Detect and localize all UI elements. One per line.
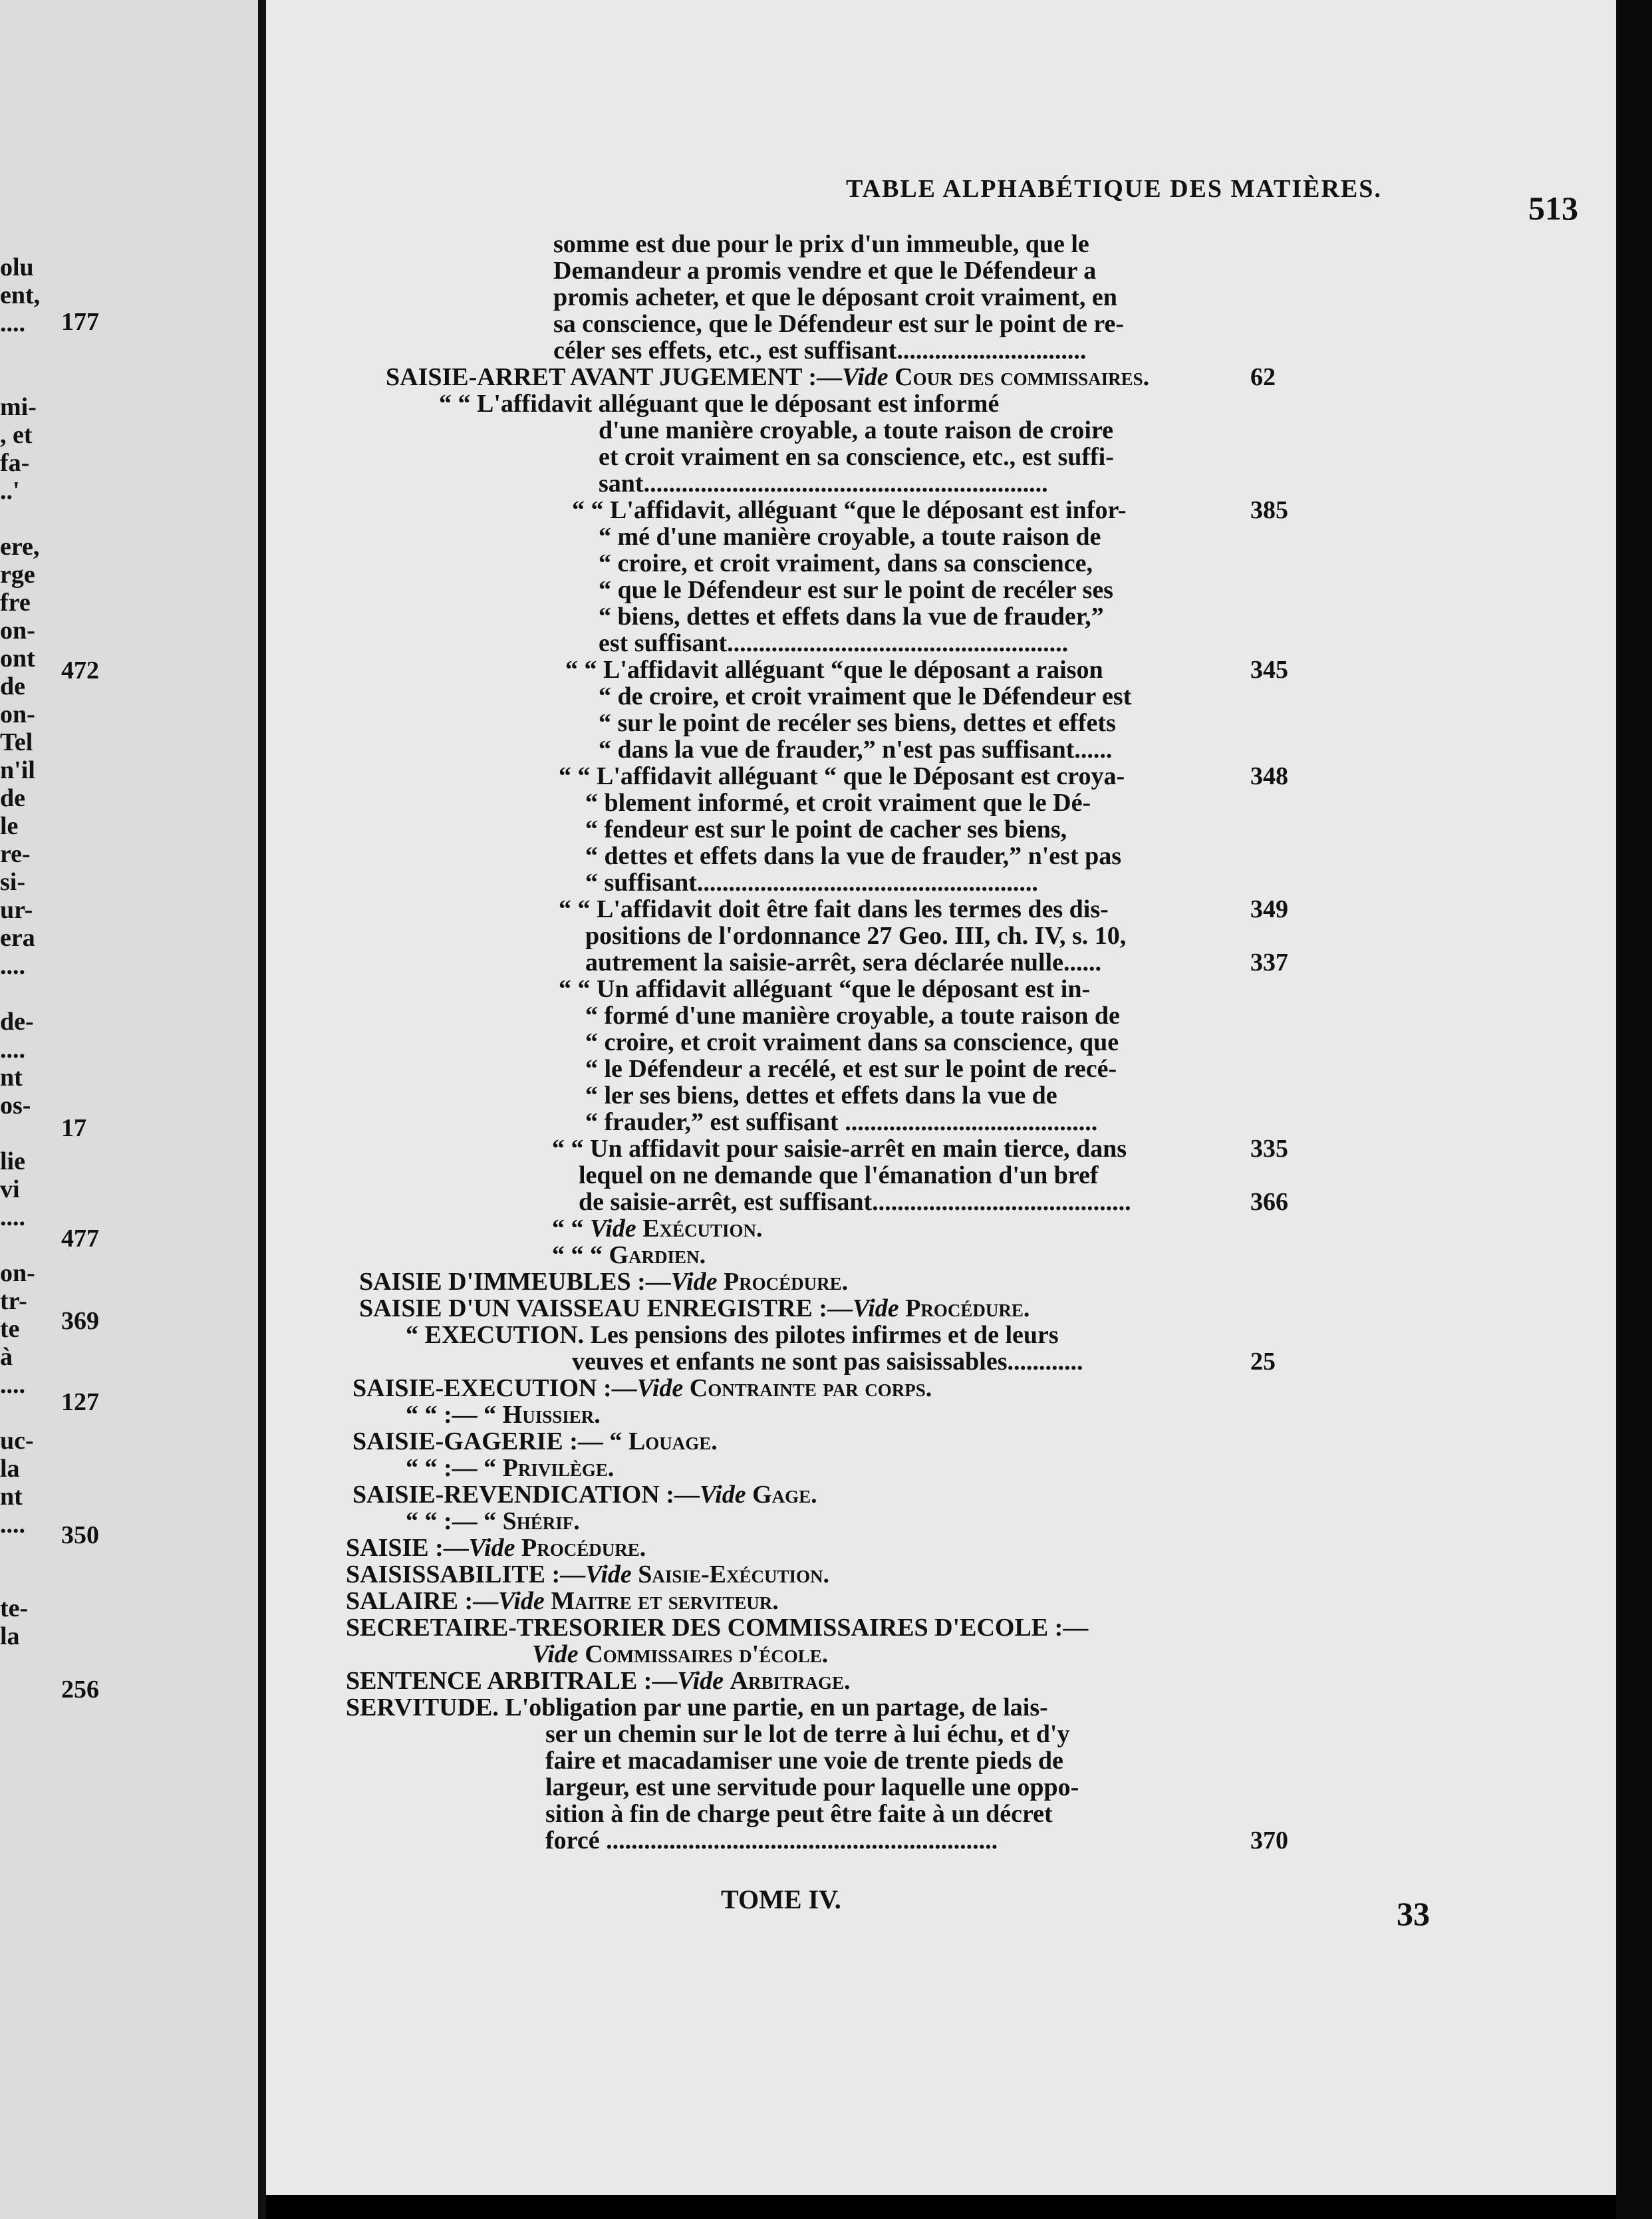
entry-text: “ frauder,” est suffisant ........................................ <box>585 1108 1098 1136</box>
left-page-fragment: la <box>0 1622 20 1650</box>
left-page-fragment: ere, <box>0 533 40 561</box>
index-entry <box>599 604 1104 629</box>
entry-text: et croit vraiment en sa conscience, etc., est suffi- <box>599 443 1114 471</box>
index-entry <box>553 311 1124 337</box>
index-entry <box>406 1402 601 1427</box>
entry-text: “ “ “ <box>552 1241 609 1269</box>
index-entry <box>565 657 1103 682</box>
entry-text: sa conscience, que le Défendeur est sur le point de re- <box>553 310 1125 338</box>
vide-label: Vide <box>699 1481 753 1509</box>
entry-page-number: 370 <box>1250 1827 1288 1854</box>
vide-label: Vide <box>670 1268 724 1296</box>
index-entry <box>585 870 1038 895</box>
index-entry <box>346 1668 851 1694</box>
index-entry <box>352 1376 932 1401</box>
entry-text: “ EXECUTION. Les pensions des pilotes infirmes et de leurs <box>406 1321 1059 1349</box>
index-entry <box>585 1056 1117 1082</box>
index-entry <box>585 817 1067 842</box>
entry-text: SAISIE-GAGERIE :— “ <box>352 1427 628 1455</box>
left-page-fragment: tr- <box>0 1287 27 1315</box>
index-entry <box>585 1003 1120 1028</box>
left-page-fragment: ent, <box>0 281 41 309</box>
left-page-fragment: .... <box>0 1203 25 1231</box>
left-page-fragment: la <box>0 1455 20 1483</box>
entry-page-number: 335 <box>1250 1135 1288 1163</box>
cross-reference: Procédure. <box>521 1534 646 1562</box>
cross-reference: Commissaires d'école. <box>585 1640 829 1668</box>
index-entry <box>346 1588 779 1614</box>
entry-text: SAISIE D'IMMEUBLES :— <box>359 1268 671 1296</box>
entry-text: largeur, est une servitude pour laquelle une oppo- <box>545 1773 1079 1801</box>
entry-text: promis acheter, et que le déposant croit vraiment, en <box>553 283 1117 311</box>
entry-text: faire et macadamiser une voie de trente pieds de <box>545 1747 1063 1775</box>
index-entry <box>599 551 1093 576</box>
cross-reference: Arbitrage. <box>730 1667 851 1695</box>
entry-text: Demandeur a promis vendre et que le Défendeur a <box>553 257 1097 285</box>
index-entry <box>406 1322 1059 1348</box>
index-entry <box>599 684 1131 709</box>
index-entry <box>545 1828 998 1853</box>
entry-text: “ formé d'une manière croyable, a toute raison de <box>585 1002 1120 1030</box>
entry-text: “ “ :— “ <box>406 1401 503 1429</box>
entry-page-number: 348 <box>1250 762 1288 790</box>
index-entry <box>553 258 1096 283</box>
index-entry <box>585 843 1121 869</box>
entry-text: est suffisant...................................................... <box>599 629 1069 657</box>
entry-text: “ mé d'une manière croyable, a toute raison de <box>599 523 1101 551</box>
entry-text: “ “ :— “ <box>406 1454 503 1482</box>
index-entry <box>346 1615 1088 1640</box>
entry-text: “ “ Un affidavit pour saisie-arrêt en main tierce, dans <box>552 1135 1127 1163</box>
index-entry <box>346 1562 829 1587</box>
left-page-fragment: te- <box>0 1594 29 1622</box>
left-page-fragment: on- <box>0 700 35 728</box>
left-page-fragment: .... <box>0 1511 25 1539</box>
left-page-number: 127 <box>61 1388 99 1416</box>
footer-signature: 33 <box>1397 1895 1430 1932</box>
entry-text: “ ler ses biens, dettes et effets dans la vue de <box>585 1082 1057 1110</box>
left-page-fragment: à <box>0 1343 13 1371</box>
index-entry <box>579 1163 1099 1188</box>
index-entry <box>585 923 1126 949</box>
page-number: 513 <box>1528 190 1578 227</box>
cross-reference: Contrainte par corps. <box>689 1374 932 1402</box>
entry-text: “ blement informé, et croit vraiment que le Dé- <box>585 789 1091 817</box>
entry-text: SAISIE-EXECUTION :— <box>352 1374 637 1402</box>
entry-text: SECRETAIRE-TRESORIER DES COMMISSAIRES D'ECOLE :— <box>346 1614 1089 1642</box>
cross-reference: Exécution. <box>642 1215 763 1243</box>
left-page-fragment: .... <box>0 309 25 337</box>
left-page-fragment: .... <box>0 1371 25 1399</box>
index-entry <box>553 231 1089 257</box>
entry-page-number: 345 <box>1250 656 1288 684</box>
entry-text: positions de l'ordonnance 27 Geo. III, ch. IV, s. 10, <box>585 922 1127 950</box>
index-entry <box>406 1455 614 1481</box>
entry-page-number: 25 <box>1250 1348 1276 1376</box>
entry-text: SAISIE :— <box>346 1534 469 1562</box>
left-page-fragment: le <box>0 812 19 840</box>
index-entry <box>599 577 1113 603</box>
left-page-fragment: nt <box>0 1483 23 1511</box>
index-entry <box>545 1775 1079 1800</box>
index-entry <box>599 737 1112 762</box>
entry-text: SAISIE-ARRET AVANT JUGEMENT :— <box>386 363 842 391</box>
vide-label: Vide <box>841 363 895 391</box>
index-entry <box>545 1721 1069 1747</box>
left-page-fragment: si- <box>0 868 25 896</box>
index-entry <box>599 444 1114 470</box>
entry-text: somme est due pour le prix d'un immeuble, que le <box>553 230 1089 258</box>
entry-text: “ dans la vue de frauder,” n'est pas suffisant...... <box>599 736 1113 764</box>
index-entry <box>545 1748 1063 1773</box>
index-entry <box>559 976 1090 1002</box>
left-page-fragment: .... <box>0 952 25 980</box>
entry-text: ser un chemin sur le lot de terre à lui échu, et d'y <box>545 1720 1070 1748</box>
page-gutter <box>258 0 266 2219</box>
entry-text: “ le Défendeur a recélé, et est sur le point de recé- <box>585 1055 1117 1083</box>
vide-label: Vide <box>636 1374 690 1402</box>
index-entry <box>545 1801 1053 1827</box>
entry-page-number: 349 <box>1250 895 1288 923</box>
vide-label: Vide <box>498 1587 551 1615</box>
index-entry <box>599 631 1068 656</box>
index-entry <box>386 365 1149 390</box>
cross-reference: Gardien. <box>609 1241 706 1269</box>
left-page-number: 472 <box>61 657 99 684</box>
entry-text: “ “ :— “ <box>406 1507 503 1535</box>
entry-text: “ croire, et croit vraiment dans sa conscience, que <box>585 1028 1119 1056</box>
entry-text: céler ses effets, etc., est suffisant.............................. <box>553 337 1087 365</box>
vide-label: Vide <box>590 1215 643 1243</box>
index-entry <box>599 418 1113 443</box>
entry-text: forcé .............................................................. <box>545 1827 998 1854</box>
entry-text: SERVITUDE. L'obligation par une partie, en un partage, de lais- <box>346 1694 1048 1721</box>
entry-text: “ fendeur est sur le point de cacher ses biens, <box>585 815 1067 843</box>
index-entry <box>579 1189 1131 1215</box>
index-entry <box>559 897 1109 922</box>
entry-text: SAISIE D'UN VAISSEAU ENREGISTRE :— <box>359 1294 853 1322</box>
left-page-fragment: olu <box>0 253 34 281</box>
index-entry <box>552 1243 706 1268</box>
index-entry <box>553 285 1117 310</box>
entry-text: “ “ <box>552 1215 590 1243</box>
entry-text: “ “ L'affidavit alléguant “que le déposant a raison <box>565 656 1103 684</box>
left-page-number: 350 <box>61 1521 99 1549</box>
entry-text: “ “ Un affidavit alléguant “que le déposant est in- <box>559 975 1091 1003</box>
entry-page-number: 385 <box>1250 496 1288 524</box>
entry-text: “ biens, dettes et effets dans la vue de frauder,” <box>599 603 1104 631</box>
index-entry <box>585 1083 1057 1108</box>
left-page-fragment: era <box>0 924 35 952</box>
vide-label: Vide <box>468 1534 521 1562</box>
entry-text: sition à fin de charge peut être faite à un décret <box>545 1800 1053 1828</box>
entry-text: SAISIE-REVENDICATION :— <box>352 1481 700 1509</box>
entry-text: “ de croire, et croit vraiment que le Défendeur est <box>599 682 1132 710</box>
entry-text: SAISISSABILITE :— <box>346 1560 586 1588</box>
entry-text: d'une manière croyable, a toute raison de croire <box>599 416 1113 444</box>
left-page-fragment: te <box>0 1315 20 1343</box>
index-entry <box>599 524 1101 549</box>
left-page-fragment: , et <box>0 421 33 449</box>
entry-text: “ “ L'affidavit doit être fait dans les termes des dis- <box>559 895 1109 923</box>
index-entry <box>439 391 999 416</box>
left-page-number: 477 <box>61 1225 99 1253</box>
cross-reference: Procédure. <box>905 1294 1030 1322</box>
left-page-fragment: fa- <box>0 449 30 477</box>
index-entry <box>572 498 1127 523</box>
entry-text: “ “ L'affidavit, alléguant “que le déposant est infor- <box>572 496 1127 524</box>
left-page-fragment: uc- <box>0 1427 34 1455</box>
index-entry <box>352 1482 817 1507</box>
left-page-fragment: fre <box>0 589 31 617</box>
left-page-fragment: lie <box>0 1147 25 1175</box>
index-entry <box>585 1110 1097 1135</box>
index-entry <box>572 1349 1083 1374</box>
index-entry <box>552 1216 763 1241</box>
page-header-title: TABLE ALPHABÉTIQUE DES MATIÈRES. <box>846 175 1382 203</box>
left-page-fragment: os- <box>0 1092 31 1119</box>
cross-reference: Cour des commissaires. <box>895 363 1150 391</box>
entry-page-number: 366 <box>1250 1188 1288 1216</box>
left-page-number: 17 <box>61 1114 86 1142</box>
left-page-fragment: Tel <box>0 728 33 756</box>
entry-text: “ “ L'affidavit alléguant que le déposant est informé <box>439 390 1000 418</box>
entry-text: “ croire, et croit vraiment, dans sa conscience, <box>599 549 1093 577</box>
vide-label: Vide <box>532 1640 585 1668</box>
index-page <box>266 0 1616 2195</box>
left-page-fragment: re- <box>0 840 31 868</box>
entry-text: de saisie-arrêt, est suffisant......................................... <box>579 1188 1131 1216</box>
left-page-fragment: on- <box>0 617 35 645</box>
entry-text: “ que le Défendeur est sur le point de recéler ses <box>599 576 1113 604</box>
index-entry <box>406 1509 580 1534</box>
left-page-fragment: on- <box>0 1259 35 1287</box>
entry-text: autrement la saisie-arrêt, sera déclarée nulle...... <box>585 949 1101 976</box>
vide-label: Vide <box>585 1560 638 1588</box>
left-page-fragment: vi <box>0 1175 20 1203</box>
left-page-fragment: de <box>0 784 25 812</box>
index-entry <box>346 1535 646 1560</box>
cross-reference: Gage. <box>752 1481 817 1509</box>
entry-text: lequel on ne demande que l'émanation d'un bref <box>579 1161 1099 1189</box>
cross-reference: Huissier. <box>502 1401 601 1429</box>
left-page-fragment: ..' <box>0 477 20 505</box>
cross-reference: Louage. <box>628 1427 718 1455</box>
entry-text: “ sur le point de recéler ses biens, dettes et effets <box>599 709 1116 737</box>
cross-reference: Procédure. <box>723 1268 849 1296</box>
index-entry <box>599 471 1048 496</box>
index-entry <box>599 710 1116 736</box>
left-page-fragment: .... <box>0 1036 25 1064</box>
left-page-fragment: n'il <box>0 756 35 784</box>
page-edge <box>1616 0 1652 2219</box>
index-entry <box>585 1030 1119 1055</box>
left-page-fragment: rge <box>0 561 35 589</box>
entry-text: “ dettes et effets dans la vue de frauder,” n'est pas <box>585 842 1122 870</box>
left-page-fragment: ont <box>0 645 35 672</box>
cross-reference: Maitre et serviteur. <box>551 1587 779 1615</box>
index-entry <box>585 950 1101 975</box>
index-entry <box>359 1269 848 1294</box>
left-page-number: 369 <box>61 1307 99 1335</box>
index-entry <box>352 1429 718 1454</box>
index-entry <box>359 1296 1030 1321</box>
vide-label: Vide <box>677 1667 730 1695</box>
cross-reference: Saisie-Exécution. <box>638 1560 829 1588</box>
left-page-number: 256 <box>61 1676 99 1703</box>
left-page-fragment: ur- <box>0 896 33 924</box>
entry-text: sant................................................................ <box>599 470 1048 498</box>
index-entry <box>552 1136 1127 1161</box>
left-page-fragment: nt <box>0 1064 23 1092</box>
left-page-fragment: de- <box>0 1008 34 1036</box>
footer-tome: TOME IV. <box>721 1884 841 1914</box>
entry-text: SALAIRE :— <box>346 1587 499 1615</box>
index-entry <box>585 790 1091 815</box>
entry-text: “ suffisant...................................................... <box>585 869 1038 897</box>
entry-page-number: 62 <box>1250 363 1276 391</box>
index-entry <box>346 1695 1048 1720</box>
entry-text: “ “ L'affidavit alléguant “ que le Déposant est croya- <box>559 762 1125 790</box>
index-entry <box>559 764 1125 789</box>
left-page-fragment: mi- <box>0 393 37 421</box>
entry-text: SENTENCE ARBITRALE :— <box>346 1667 678 1695</box>
left-page-fragment: de <box>0 672 25 700</box>
left-page-number: 177 <box>61 308 99 336</box>
index-entry <box>532 1642 828 1667</box>
entry-page-number: 337 <box>1250 949 1288 976</box>
vide-label: Vide <box>852 1294 906 1322</box>
entry-text: veuves et enfants ne sont pas saisissables............ <box>572 1348 1083 1376</box>
cross-reference: Shérif. <box>502 1507 580 1535</box>
cross-reference: Privilège. <box>502 1454 615 1482</box>
index-entry <box>553 338 1086 363</box>
previous-page-strip <box>0 0 258 2219</box>
